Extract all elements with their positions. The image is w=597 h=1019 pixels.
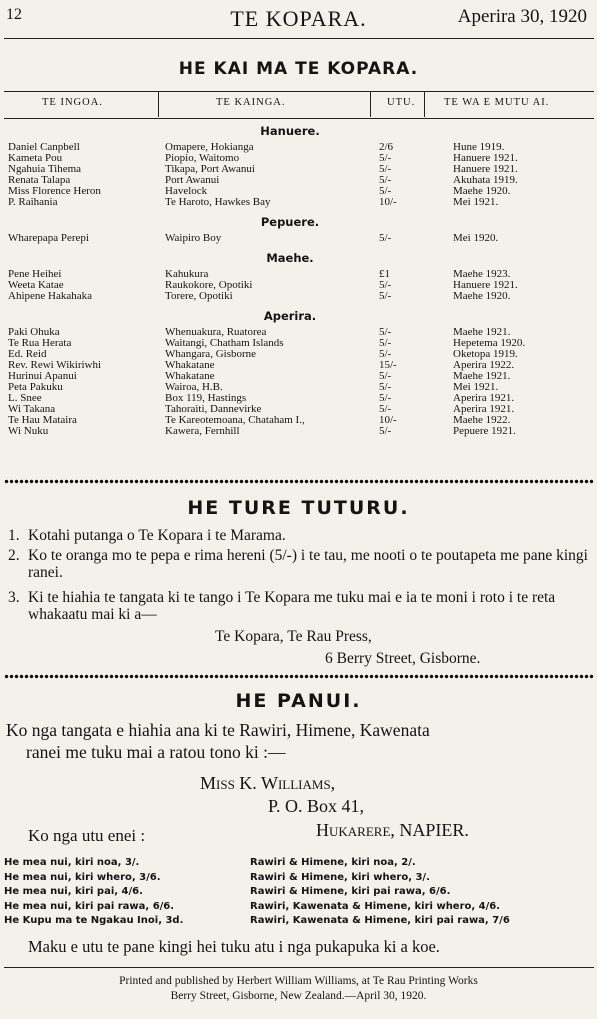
subscriber-place: Havelock [165, 185, 208, 197]
column-divider [370, 91, 371, 117]
rules-title: HE TURE TUTURU. [187, 497, 410, 519]
price-item: He mea nui, kiri noa, 3/. [4, 857, 140, 868]
subscriber-place: Wairoa, H.B. [165, 381, 223, 393]
price-item: Rawiri & Himene, kiri whero, 3/. [250, 871, 430, 883]
expiry-date: Hepetema 1920. [453, 337, 526, 349]
subscription-amount: 5/- [379, 232, 392, 244]
price-item: Rawiri, Kawenata & Himene, kiri whero, 4/6. [250, 900, 501, 912]
subscriber-name: L. Snee [8, 392, 42, 404]
expiry-date: Mei 1921. [453, 381, 499, 393]
footer-rule [4, 967, 594, 968]
rule-text: Kotahi putanga o Te Kopara i te Marama. [28, 527, 286, 544]
table-row [0, 291, 597, 302]
subscription-amount: 5/- [379, 403, 392, 415]
expiry-date: Maehe 1923. [453, 268, 511, 280]
panui-closing: Maku e utu te pane kingi hei tuku atu i nga pukapuka ki a koe. [28, 937, 440, 956]
subscriber-place: Whenuakura, Ruatorea [165, 326, 267, 338]
subscriber-name: Kameta Pou [8, 152, 63, 164]
address-line: 6 Berry Street, Gisborne. [325, 650, 481, 667]
rule-number: 1. [8, 527, 20, 544]
subscriber-name: Paki Ohuka [8, 326, 60, 338]
address-place: Hukarere, NAPIER. [316, 820, 469, 840]
subscription-amount: 5/- [379, 163, 392, 175]
subscriber-place: Raukokore, Opotiki [165, 279, 253, 291]
expiry-date: Mei 1920. [453, 232, 499, 244]
subscriber-name: Wi Takana [8, 403, 56, 415]
expiry-date: Aperira 1921. [453, 392, 515, 404]
header-rule [4, 38, 594, 39]
subscriber-name: P. Raihania [8, 196, 58, 208]
price-item: He mea nui, kiri whero, 3/6. [4, 871, 161, 883]
subscriber-place: Waitangi, Chatham Islands [165, 337, 284, 349]
panui-title: HE PANUI. [235, 690, 362, 712]
subscription-amount: 5/- [379, 279, 392, 291]
subscription-amount: 2/6 [379, 141, 394, 153]
subscription-amount: 5/- [379, 174, 392, 186]
subscription-amount: 10/- [379, 196, 397, 208]
expiry-date: Maehe 1921. [453, 370, 511, 382]
column-header-place: TE KAINGA. [216, 97, 286, 108]
table-row [0, 197, 597, 208]
column-header-amount: UTU. [387, 97, 416, 108]
subscriber-place: Kahukura [165, 268, 209, 280]
table-header [4, 91, 594, 119]
subscriber-place: Kawera, Fernhill [165, 425, 240, 437]
price-item: Rawiri & Himene, kiri noa, 2/. [250, 857, 416, 868]
subscriber-name: Peta Pakuku [8, 381, 63, 393]
subscription-amount: 5/- [379, 348, 392, 360]
subscriber-name: Weeta Katae [8, 279, 64, 291]
expiry-date: Maehe 1920. [453, 290, 511, 302]
price-item: Rawiri & Himene, kiri pai rawa, 6/6. [250, 886, 451, 897]
subscription-amount: 5/- [379, 152, 392, 164]
subscriber-name: Wharepapa Perepi [8, 232, 89, 244]
subscriber-name: Te Hau Mataira [8, 414, 77, 426]
subscriber-place: Whangara, Gisborne [165, 348, 257, 360]
table-row [0, 233, 597, 244]
dotted-divider [4, 674, 594, 679]
price-item: He mea nui, kiri pai rawa, 6/6. [4, 900, 175, 912]
address-line: Te Kopara, Te Rau Press, [215, 628, 372, 645]
panui-intro: ranei me tuku mai a ratou tono ki :— [26, 742, 286, 762]
imprint-line: Berry Street, Gisborne, New Zealand.—April 30, 1920. [170, 990, 427, 1002]
subscription-amount: 10/- [379, 414, 397, 426]
subscription-amount: 15/- [379, 359, 397, 371]
expiry-date: Aperira 1921. [453, 403, 515, 415]
rule-number: 3. [8, 589, 20, 606]
column-divider [424, 91, 425, 117]
address-name: Miss K. Williams, [200, 773, 336, 793]
price-item: He Kupu ma te Ngakau Inoi, 3d. [4, 915, 184, 926]
subscriber-place: Piopio, Waitomo [165, 152, 240, 164]
subscription-amount: 5/- [379, 381, 392, 393]
month-heading: Pepuere. [260, 215, 320, 229]
expiry-date: Akuhata 1919. [453, 174, 518, 186]
expiry-date: Oketopa 1919. [453, 348, 518, 360]
month-heading: Maehe. [266, 251, 314, 265]
expiry-date: Mei 1921. [453, 196, 499, 208]
price-item: He mea nui, kiri pai, 4/6. [4, 886, 143, 897]
subscriber-name: Daniel Canpbell [8, 141, 80, 153]
subscriber-place: Tikapa, Port Awanui [165, 163, 255, 175]
subscription-amount: £1 [379, 268, 390, 280]
price-item: Rawiri, Kawenata & Himene, kiri pai rawa, 7/6 [250, 915, 510, 926]
expiry-date: Aperira 1922. [453, 359, 515, 371]
column-divider [158, 91, 159, 117]
table-row [0, 186, 597, 197]
rule-text: Ko te oranga mo te pepa e rima hereni (5/-) i te tau, me nooti o te poutapeta me pane kingi ranei. [28, 547, 588, 581]
table-row [0, 426, 597, 437]
subscriber-name: Te Rua Herata [8, 337, 72, 349]
subscriber-name: Ahipene Hakahaka [8, 290, 92, 302]
subscription-amount: 5/- [379, 337, 392, 349]
column-header-until: TE WA E MUTU AI. [444, 97, 550, 108]
expiry-date: Hanuere 1921. [453, 163, 518, 175]
subscription-amount: 5/- [379, 425, 392, 437]
subscription-amount: 5/- [379, 326, 392, 338]
column-header-name: TE INGOA. [42, 97, 103, 108]
expiry-date: Maehe 1920. [453, 185, 511, 197]
address-box: P. O. Box 41, [268, 796, 365, 816]
subscriber-place: Tahoraiti, Dannevirke [165, 403, 262, 415]
subscriber-place: Whakatane [165, 370, 215, 382]
subscriber-place: Box 119, Hastings [165, 392, 247, 404]
subscriber-place: Port Awanui [165, 174, 220, 186]
expiry-date: Hune 1919. [453, 141, 505, 153]
subscriber-name: Ngahuia Tihema [8, 163, 82, 175]
panui-intro: Ko nga tangata e hiahia ana ki te Rawiri, Himene, Kawenata [6, 720, 430, 740]
page-number: 12 [6, 6, 22, 23]
subscriber-place: Te Kareotemoana, Chataham I., [165, 414, 305, 426]
expiry-date: Hanuere 1921. [453, 279, 518, 291]
subscriber-place: Whakatane [165, 359, 215, 371]
dotted-divider [4, 479, 594, 484]
month-heading: Aperira. [263, 309, 317, 323]
expiry-date: Pepuere 1921. [453, 425, 516, 437]
issue-date: Aperira 30, 1920 [457, 6, 587, 27]
month-heading: Hanuere. [260, 124, 320, 138]
subscriber-place: Te Haroto, Hawkes Bay [165, 196, 271, 208]
subscriber-name: Ed. Reid [8, 348, 47, 360]
subscriber-name: Wi Nuku [8, 425, 49, 437]
subscriber-name: Hurinui Apanui [8, 370, 77, 382]
expiry-date: Hanuere 1921. [453, 152, 518, 164]
subscriber-name: Miss Florence Heron [8, 185, 101, 197]
subscription-amount: 5/- [379, 185, 392, 197]
page-header [0, 6, 597, 34]
expiry-date: Maehe 1922. [453, 414, 511, 426]
expiry-date: Maehe 1921. [453, 326, 511, 338]
table-title: HE KAI MA TE KOPARA. [178, 59, 419, 79]
publication-title: TE KOPARA. [230, 6, 367, 31]
subscriber-place: Omapere, Hokianga [165, 141, 254, 153]
subscription-amount: 5/- [379, 370, 392, 382]
subscription-amount: 5/- [379, 392, 392, 404]
rule-number: 2. [8, 547, 20, 564]
prices-intro: Ko nga utu enei : [28, 826, 146, 845]
subscriber-place: Torere, Opotiki [165, 290, 233, 302]
subscriber-name: Renata Talapa [8, 174, 71, 186]
subscriber-name: Pene Heihei [8, 268, 62, 280]
imprint-line: Printed and published by Herbert William Williams, at Te Rau Printing Works [119, 975, 478, 987]
subscriber-name: Rev. Rewi Wikiriwhi [8, 359, 102, 371]
subscriber-place: Waipiro Boy [165, 232, 222, 244]
rule-text: Ki te hiahia te tangata ki te tango i Te Kopara me tuku mai e ia te moni i roto i te reta whakaatu mai ki a— [28, 589, 556, 623]
table-row [0, 371, 597, 382]
subscription-amount: 5/- [379, 290, 392, 302]
